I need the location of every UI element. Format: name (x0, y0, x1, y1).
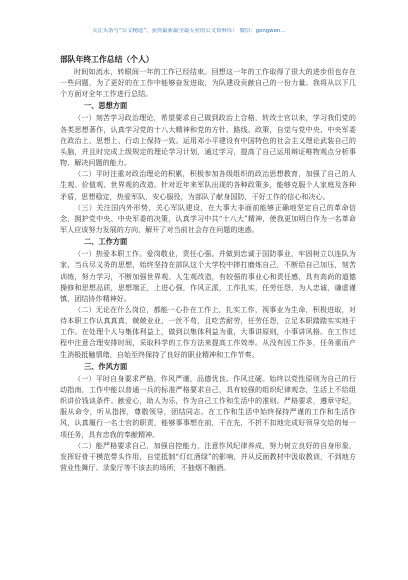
style-paragraph-1: （一）平时自身要求严格，作风严谨，品德优良。作风过硬。始终以党性原则为自己的行动指南，工作中能以普通一兵的标准严格要求自己，具有较强的组织纪律观念，生活上不给组织讲价钱谈条件。献爱心，助人为乐，作为自己工作和生活中的准则。严格要求，遵章守纪，服从命令，听从指挥，尊敬领导，团结同志。在工作和生活中始终保持严谨的工作和生活作风，认真履行一名士官的职责，能够事事想在前，干在先，不折不扣地完成好领导交给的每一项任务，具有忠我的奉献精神。 (60, 373, 356, 439)
work-paragraph-1: （一）热爱本职工作。爱岗敬业，责任心强。并做到忠诚于国防事业，牢固树立以连队为家，当兵尽义务的思想，始终坚持在部队这个大学校中摔打磨炼自己，不断给自己加压，刻苦训练，努力学习，不断加强世界观、人生观改造，有较强的事业心和责任感，具有高尚的道德操修和思想品质，思想端正，上进心强，作风正派，工作扎实，任劳任怨，为人忠诚，谦虚谨慎，团结协作精神好。 (60, 249, 356, 303)
work-paragraph-2: （二）无论在什么岗位，都能一心扑在工作上，扎实工作，视事业为生命，积极进取，对待本职工作认真真真，兢兢业业，一丝不苟，且吃苦耐劳，任劳任怨，立足本职踏踏实实地干工作。在处理个人与集体利益上，做到以集体利益为重，大事讲原则，小事讲风格。在工作过程中注意合理安排时间，采取科学的工作方法来提高工作效率。从没有因工作多，任务重而产生消极抵触情绪，自始至终保持了良好的职业精神和工作节奏。 (60, 304, 356, 359)
promo-banner: 关注头条号“公文精选”，获得最新最全最专业的公文资料库！ 微信：gongwen... (92, 28, 286, 34)
section-heading-work: 二、工作方面 (84, 237, 128, 247)
thought-paragraph-1: （一）刻苦学习政治理论，希望要求自己做到政治上合格，转改士官以来，学习我们党的各类思想著作，认真学习党的十八大精神和党的方针、路线、政策，自觉与党中央、中央军委在政治上、思想上、行动上保持一致。运用邓小平建设有中国特色的社会主义理论武装自己的头脑，并且时完成上级规定的理论学习计划，通过学习，提高了自己运用辩证唯物观点分析事物、解决问题的能力。 (60, 113, 356, 168)
section-heading-style: 三、作风方面 (84, 361, 128, 371)
thought-paragraph-2: （二）平时注重对政治理论的积累，积极参加各级组织的政治思想教育，加强了自己的人生观、价值观、世界观的改造。针对近年来军队出现的各种政策多，能够克服个人家庭及各种矛盾，思想稳定，热爱军队，安心服役，为部队了献身国防，干好工作的信心和决心。 (60, 169, 356, 201)
document-body (60, 54, 356, 473)
style-paragraph-2: （二）能严格要求自己，加强自控能力，注意作风纪律养成，努力树立良好的自身形象，发挥好骨干模范带头作用，自觉抵制“灯红酒绿”的影响，并从反面教材中汲取教训，不到地方营业性舞厅、录象厅等不该去的场所，不抽烟不酗酒。 (60, 440, 356, 472)
thought-paragraph-3: （三）关注国内外形势，关心军队建设，在大事大非面前能够正确地坚定自己的革命信念，拥护党中央、中央军委的决策，认真学习中共“十八大”精神，使我更加明白作为一名革命军人应该努力发展的方向，解开了对当前社会存在问题的迷惑。 (60, 202, 356, 235)
document-title: 部队年终工作总结（个人） (60, 55, 154, 64)
section-heading-thought: 一、思想方面 (84, 101, 128, 111)
intro-paragraph: 时间如流水，转眼间一年的工作已经结束。回想这一年的工作取得了很大的进步但也存在一些问题，为了更好的在工作中能够奋发进取，为队建设贡献自己的一份力量。我将从以下几个方面对全年工作进行总结。 (60, 67, 356, 99)
